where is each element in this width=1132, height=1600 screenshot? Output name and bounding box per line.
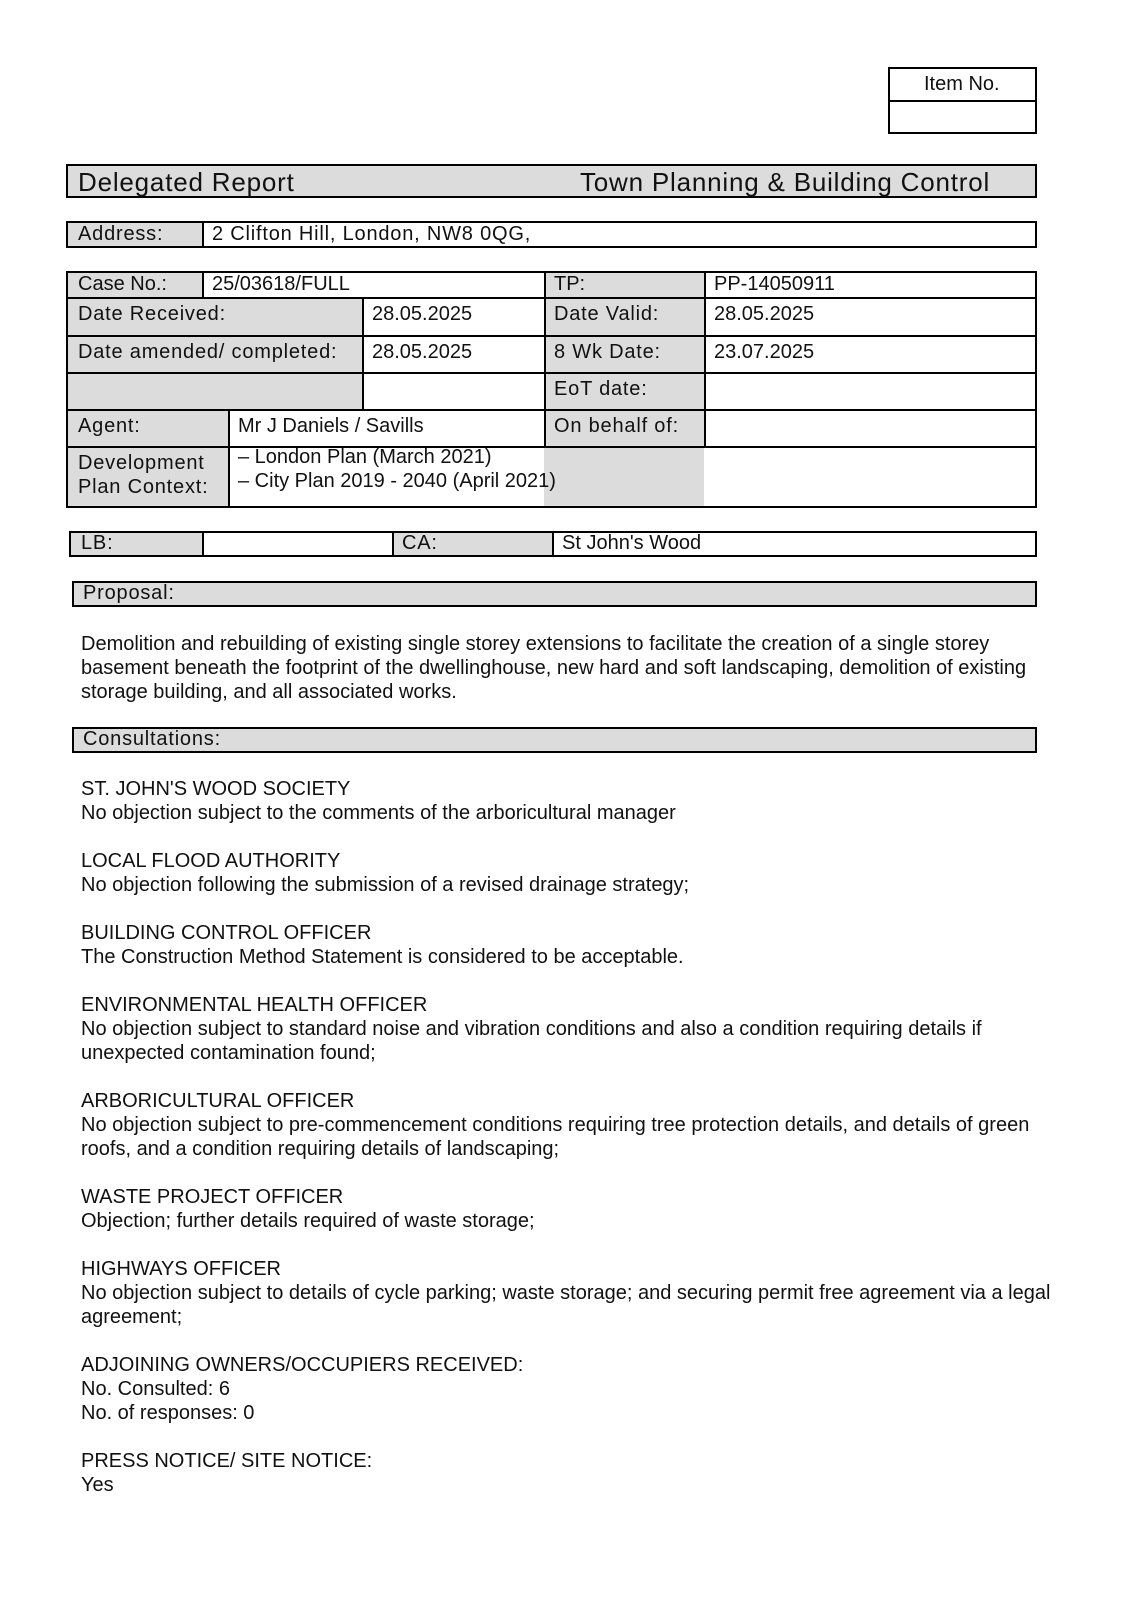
consultee-response: No objection subject to standard noise and vibration conditions and also a condition requiring details if unexpected contamination found;	[81, 1018, 982, 1064]
conservation-area-value: St John's Wood	[562, 532, 702, 554]
consultee-heading: WASTE PROJECT OFFICER	[81, 1186, 344, 1208]
consultation-item	[81, 777, 1071, 825]
tp-label: TP:	[554, 273, 586, 295]
consultee-heading: ST. JOHN'S WOOD SOCIETY	[81, 778, 351, 800]
development-plan-item: – London Plan (March 2021)	[238, 446, 492, 468]
proposal-label: Proposal:	[83, 582, 175, 604]
date-amended-label: Date amended/ completed:	[78, 341, 338, 363]
eight-week-date-label: 8 Wk Date:	[554, 341, 661, 363]
date-received-value: 28.05.2025	[372, 303, 473, 325]
address-row	[66, 221, 1037, 248]
consultation-item	[81, 1449, 1071, 1497]
date-amended-value: 28.05.2025	[372, 341, 473, 363]
report-header	[66, 164, 1037, 198]
consultee-response: No objection subject to details of cycle parking; waste storage; and securing permit free agreement via a legal agreement;	[81, 1282, 1051, 1328]
case-no-value: 25/03618/FULL	[212, 273, 350, 295]
on-behalf-of-label: On behalf of:	[554, 415, 679, 437]
date-received-label: Date Received:	[78, 303, 226, 325]
consultee-heading: ARBORICULTURAL OFFICER	[81, 1090, 355, 1112]
consultee-heading: PRESS NOTICE/ SITE NOTICE:	[81, 1450, 373, 1472]
date-valid-label: Date Valid:	[554, 303, 660, 325]
agent-label: Agent:	[78, 415, 141, 437]
development-plan-label	[78, 451, 208, 499]
consultee-heading: HIGHWAYS OFFICER	[81, 1258, 281, 1280]
development-plan-context	[238, 445, 556, 493]
agent-value: Mr J Daniels / Savills	[238, 415, 424, 437]
consultee-response: Objection; further details required of waste storage;	[81, 1210, 535, 1232]
listed-building-label: LB:	[81, 532, 114, 554]
tp-value: PP-14050911	[714, 273, 835, 295]
proposal-text: Demolition and rebuilding of existing single storey extensions to facilitate the creation of a single storey basement beneath the footprint of the dwellinghouse, new hard and soft landscaping, demolition of existing storage building, and all associated works.	[81, 633, 1027, 703]
consultee-heading: ENVIRONMENTAL HEALTH OFFICER	[81, 994, 428, 1016]
consultations-header	[72, 727, 1037, 753]
consultation-item	[81, 1185, 1071, 1233]
consultee-heading: BUILDING CONTROL OFFICER	[81, 922, 372, 944]
address-label: Address:	[78, 223, 164, 245]
development-plan-item: – City Plan 2019 - 2040 (April 2021)	[238, 470, 556, 492]
item-number-box	[888, 67, 1037, 134]
consultation-item	[81, 1257, 1071, 1329]
consultee-response: No objection subject to the comments of the arboricultural manager	[81, 802, 676, 824]
case-no-label: Case No.:	[78, 273, 167, 295]
case-details-table	[66, 271, 1037, 508]
consultation-item	[81, 993, 1071, 1065]
date-valid-value: 28.05.2025	[714, 303, 815, 325]
consultee-response: The Construction Method Statement is considered to be acceptable.	[81, 946, 684, 968]
eight-week-date-value: 23.07.2025	[714, 341, 815, 363]
eot-date-label: EoT date:	[554, 378, 648, 400]
item-number-label: Item No.	[924, 73, 1000, 95]
consultation-item	[81, 921, 1071, 969]
consultee-response: Yes	[81, 1474, 114, 1496]
development-plan-label-line2: Plan Context:	[78, 476, 209, 498]
consultee-response: No. Consulted: 6	[81, 1378, 230, 1400]
consultation-item	[81, 849, 1071, 897]
consultation-item	[81, 1089, 1071, 1161]
consultee-heading: ADJOINING OWNERS/OCCUPIERS RECEIVED:	[81, 1354, 524, 1376]
consultee-response: No objection subject to pre-commencement conditions requiring tree protection details, and details of green roofs, and a condition requiring details of landscaping;	[81, 1114, 1030, 1160]
consultee-response: No. of responses: 0	[81, 1402, 255, 1424]
department-title: Town Planning & Building Control	[580, 167, 991, 197]
address-value: 2 Clifton Hill, London, NW8 0QG,	[212, 223, 532, 245]
report-title: Delegated Report	[78, 167, 295, 197]
proposal-header	[72, 581, 1037, 607]
consultation-item	[81, 1353, 1071, 1425]
development-plan-label-line1: Development	[78, 452, 205, 474]
lb-ca-row	[69, 531, 1037, 557]
consultations-label: Consultations:	[83, 728, 221, 750]
consultee-heading: LOCAL FLOOD AUTHORITY	[81, 850, 341, 872]
consultee-response: No objection following the submission of a revised drainage strategy;	[81, 874, 690, 896]
conservation-area-label: CA:	[402, 532, 438, 554]
